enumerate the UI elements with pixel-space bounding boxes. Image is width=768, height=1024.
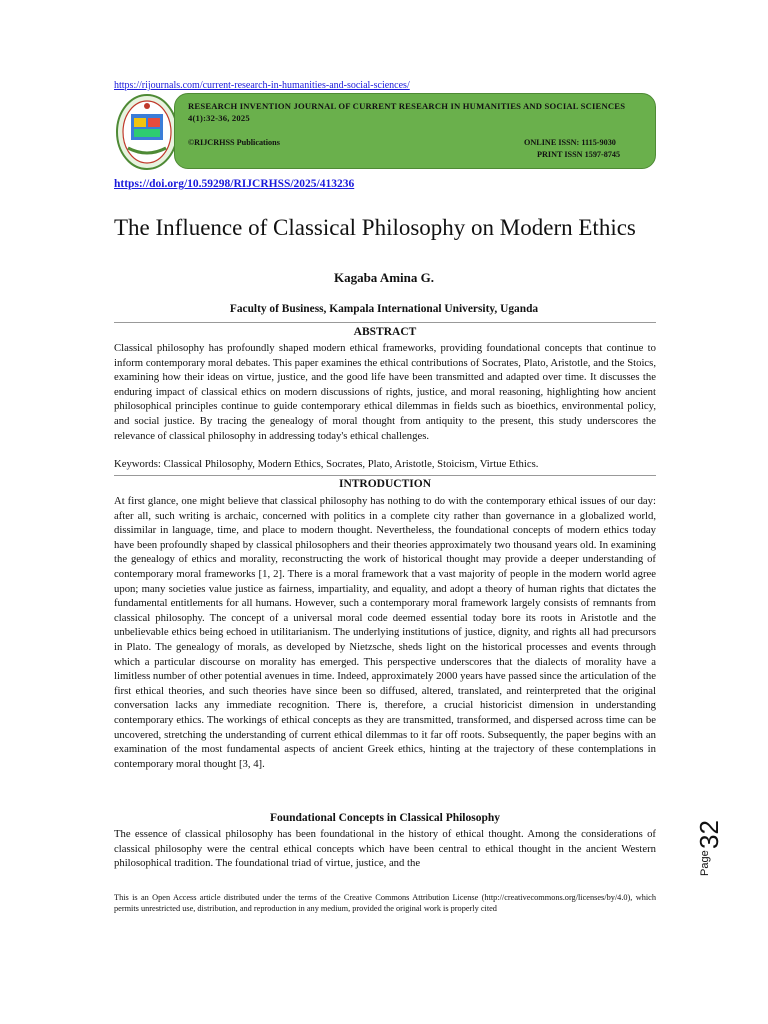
abstract-heading: ABSTRACT — [353, 326, 417, 338]
author-name: Kagaba Amina G. — [333, 270, 435, 285]
author-affiliation: Faculty of Business, Kampala International University, Uganda — [229, 303, 539, 315]
publisher-label: ©RIJCRHSS Publications — [188, 138, 280, 147]
journal-logo — [114, 92, 180, 172]
divider — [114, 322, 656, 323]
page-label: Page — [699, 850, 711, 876]
print-issn: PRINT ISSN 1597-8745 — [537, 150, 621, 159]
online-issn: ONLINE ISSN: 1115-9030 — [524, 138, 616, 147]
journal-url-link[interactable]: https://rijournals.com/current-research-in-humanities-and-social-sciences/ — [114, 80, 410, 91]
divider — [114, 475, 656, 476]
article-title: The Influence of Classical Philosophy on Modern Ethics — [114, 215, 636, 240]
doi-link[interactable]: https://doi.org/10.59298/RIJCRHSS/2025/413236 — [114, 178, 355, 190]
page-number: 32 — [694, 820, 724, 849]
keywords: Keywords: Classical Philosophy, Modern Ethics, Socrates, Plato, Aristotle, Stoicism, Virtue Ethics. — [114, 458, 539, 470]
abstract-text: Classical philosophy has profoundly shaped modern ethical frameworks, providing foundational concepts that continue to inform contemporary moral debates. This paper examines the ethical contributions of Socrates, Plato, Aristotle, and the Stoics, examining how their ideas on virtue, justice, and the good life have been transmitted and adapted over time. It discusses the enduring impact of classical ethics on modern discussions of rights, justice, and moral reasoning, highlighting how ancient philosophical principles continue to guide contemporary ethical dilemmas in fields such as bioethics, environmental policy, and social justice. By tracing the genealogy of moral thought from antiquity to the present, this study underscores the relevance of classical philosophy in addressing today's ethical challenges. — [114, 342, 656, 442]
license-note: This is an Open Access article distributed under the terms of the Creative Commons Attribution License (http://creativecommons.org/licenses/by/4.0), which permits unrestricted use, distribution, and reproduction in any medium, provided the original work is properly cited — [114, 893, 656, 913]
introduction-text: At first glance, one might believe that classical philosophy has nothing to do with the contemporary ethical issues of our day: after all, such writing is archaic, concerned with politics in a complete city rather than governance in a globalized world, dissimilar in language, time, and place to modern thought. Nevertheless, the foundational concepts of modern ethics today have been profoundly shaped by classical philosophers and their theories approximately two thousand years old. In examining the genealogy of ethics and morality, reconstructing the work of historical thought may provide a deeper understanding of contemporary moral frameworks [1, 2]. There is a moral framework that a vast majority of people in the modern world agree upon; many societies value justice as fairness, impartiality, and equality, and adopt a theory of human rights that dictates the fundamental entitlements for all humans. However, such a contemporary moral framework largely consists of remnants from classical philosophy. The concept of a universal moral code deemed essential today bore its roots in Aristotle and the unbelievable ethics being echoed in utilitarianism. The underlying institutions of justice, dignity, and rights all had precursors in Plato. The genealogy of morals, as developed by Nietzsche, sheds light on the historical processes and events through which a particular discourse on morality has emerged. This perspective underscores that the dialects of morality have a limitless number of other potential avenues in time. Indeed, approximately 2000 years have passed since the articulation of the first ethical theories, and such theories have since been so diffused, altered, translated, and reinterpreted that the original conversation lacks any immediate recognition. There is, therefore, a crucial historicist dimension in understanding contemporary ethics. The workings of ethical concepts as they are transmitted, transformed, and dispersed across time can be uncovered, stretching the understanding of current ethical dilemmas to it far off roots. Subsequently, the paper begins with an examination of the most fundamental aspects of ancient Greek ethics, hinting at the trajectory of these contemplations in contemporary moral thought [3, 4]. — [114, 495, 656, 770]
section-text: The essence of classical philosophy has been foundational in the history of ethical thought. Among the considerations of classical philosophy were the central ethical concepts which have been central to ethical thought in the ancient Western philosophical tradition. The foundational triad of virtue, justice, and the — [114, 828, 656, 870]
journal-title: RESEARCH INVENTION JOURNAL OF CURRENT RESEARCH IN HUMANITIES AND SOCIAL SCIENCES 4(1):32-36, 2025 — [188, 101, 626, 123]
section-heading: Foundational Concepts in Classical Philosophy — [269, 812, 501, 824]
introduction-heading: INTRODUCTION — [338, 478, 431, 490]
